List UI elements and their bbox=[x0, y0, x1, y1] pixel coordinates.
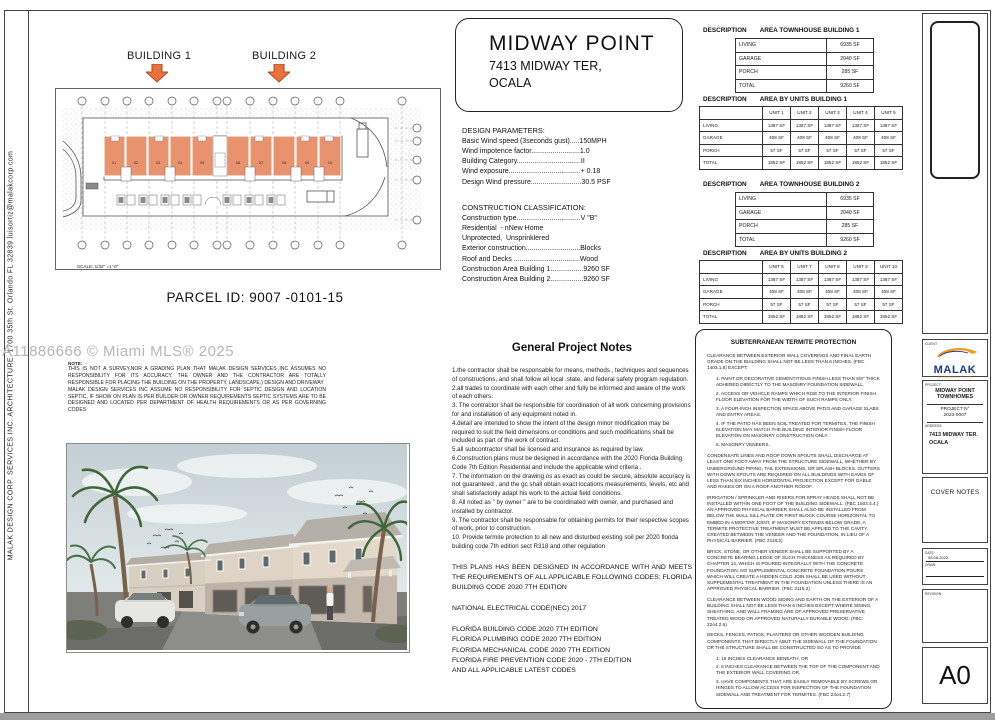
svg-text:07: 07 bbox=[258, 160, 264, 165]
svg-text:03: 03 bbox=[155, 160, 161, 165]
revision-box bbox=[922, 589, 988, 643]
text-line: AND ALL APPLICABLE LATEST CODES bbox=[452, 667, 576, 675]
project-number-label: PROJECT N° bbox=[940, 407, 970, 412]
building1-area-caption bbox=[703, 27, 859, 34]
text-line: 7. The information on the drawing os as exact as could be secure, absolute accuracy is not guaranteed , and the gc shall obtain exact locations measurements, levels, etc and shall satisfactorily adapt his work to the actual field conditions. bbox=[452, 472, 691, 498]
project-info-box bbox=[922, 380, 988, 474]
text-line: Basic Wind speed (3seconds gust).....150MPH bbox=[462, 138, 607, 145]
malak-logo-subtext: CORPORATION bbox=[937, 375, 973, 379]
termite-provide-list bbox=[707, 656, 880, 698]
project-name-line1: MIDWAY POINT bbox=[935, 387, 975, 394]
text-line: 2. ACCESS OR VEHICLE RAMPS WHICH RISE TO THE INTERIOR FINISH FLOOR ELEVATION FOR THE WIDTH OF SUCH RAMPS ONLY. bbox=[716, 391, 876, 403]
table-row: UNIT 1 UNIT 2 UNIT 3 UNIT 4 UNIT 5 bbox=[700, 107, 903, 120]
table-row: PORCH 285 SF bbox=[736, 66, 874, 80]
caption-title: AREA BY UNITS BUILDING 1 bbox=[759, 96, 848, 103]
text-line: IRRIGATION / SPRINKLER AND RISERS FOR SPRAY HEADS SHALL NOT BE INSTALLED WITHIN ONE FOOT OF THE BUILDING SIDEWALL. (FBC 1503.4.4.) AN APPROVED PHYSICAL BARRIER SHALL ALSO BE INSTALLED FROM BELOW THE WALL SILL PLATE OR FIRST BLOCK COURSE HORIZONTAL TO EMBED IN A MORTAR JOINT. IF MASONRY EXTENDS BELOW GRADE, A TERMITE PROTECTIVE TREATMENT MUST BE APPLIED TO THE CAVITY CREATED BETWEEN THE VENEER AND THE FOUNDATION, IN LIEU OF A PHYSICAL BARRIER. (FBC 2118.2) bbox=[707, 494, 879, 544]
building1-area-table bbox=[735, 38, 874, 93]
codes-compliance-paragraph: THIS PLANS HAS BEEN DESIGNED IN ACCORDANCE WITH AND MEETS THE REQUIREMENTS OF ALL APPLICABLE FOLLOWING CODES: FLORIDA BUILDING CODE 2020 7TH EDITION bbox=[452, 563, 692, 592]
text-line: 10. Provide termite protection to all new and disturbed existing soil per 2020 florida building code 7th edition sect R318 and other regulation bbox=[452, 534, 679, 550]
draw-signature-line bbox=[926, 572, 984, 577]
caption-title: AREA TOWNHOUSE BUILDING 2 bbox=[759, 181, 860, 188]
frame-left-outer-border bbox=[4, 10, 5, 713]
text-line: Construction type.................................V "B" bbox=[462, 215, 597, 222]
svg-text:01: 01 bbox=[111, 160, 117, 165]
building1-label: BUILDING 1 bbox=[127, 50, 192, 62]
table-row: GARAGE 2040 SF bbox=[736, 52, 874, 66]
caption-description: DESCRIPTION bbox=[703, 27, 747, 34]
design-parameters-lines bbox=[462, 137, 692, 188]
text-line: FLORIDA BUILDING CODE 2020 7TH EDITION bbox=[452, 626, 598, 634]
sidebar-top-inner-frame bbox=[930, 21, 980, 179]
general-project-notes bbox=[452, 342, 692, 676]
malak-logo-text: MALAK bbox=[933, 363, 977, 376]
table-row: LIVING 1387 SF 1387 SF 1387 SF 1387 SF 1387 SF bbox=[700, 119, 903, 132]
table-row: TOTAL 9260 SF bbox=[736, 233, 874, 247]
malak-eagle-icon bbox=[932, 348, 978, 359]
text-line: FLORIDA MECHANICAL CODE 2020 7TH EDITION bbox=[452, 646, 611, 654]
text-line: MALAK DESIGN SERVICES INC ASSUME NO RESPONSIBILITY FOR SEPTIC DESIGN AND LOCATION SEPTIC, IF SHOW ON PLAN IS PER BUILDER OR OWNER REQUIREMENTS SEPTIC SYSTEMS ARE TO BE DESIGNED AND LOCATED PER DEPARTMENT OF HEALTH REQUIREMENTS OR AS PER GOVERNING CODES bbox=[68, 386, 326, 414]
text-line: 3. A FOUR-INCH INSPECTION SPACE ABOVE PATIO AND GARAGE SLABS AND ENTRY AREAS. bbox=[716, 405, 879, 418]
text-line: 1.the contractor shall be responsable for means, methods , techniques and sequences of constructions, and shall follow all local ,state, and federal safety program regulation. bbox=[452, 367, 689, 383]
table-row: TOTAL 1852 SF 1852 SF 1852 SF 1852 SF 1852 SF bbox=[700, 311, 903, 324]
table-row: GARAGE 2040 SF bbox=[736, 206, 874, 220]
text-line: CLEARANCE BETWEEN WOOD SIDING AND EARTH ON THE EXTERIOR OF A BUILDING SHALL NOT BE LESS THAN 6 INCHES EXCEPT WHERE SIDING, SHEATHING, AND WALL FRAMING ARE OF APPROVED PRESERVATIVE TREATED WOOD OR APPROVED NATURALLY DURABLE WOOD. (FBC 22o4.2.6) bbox=[707, 596, 878, 627]
project-number bbox=[927, 407, 983, 423]
text-line: 8. All noted as " by owner " are to be coordinated with owner, and purchased and installed by contractor. bbox=[452, 498, 674, 515]
sheet-title-box bbox=[922, 477, 988, 543]
construction-classification-heading: CONSTRUCTION CLASSIFICATION: bbox=[462, 203, 586, 212]
townhouse-units bbox=[104, 136, 342, 181]
text-line: 2.all trades to coordinate with each other and fully be informed and aware of the work of each others. bbox=[452, 384, 686, 401]
text-line: Unprotected, Unsprinklered bbox=[462, 235, 550, 243]
units1-area-caption bbox=[703, 96, 847, 103]
project-address-line1: 7413 MIDWAY TER. bbox=[929, 432, 978, 439]
text-line: Construction Area Building 2.................9260 SF bbox=[462, 275, 610, 283]
building2-arrow-icon bbox=[268, 64, 290, 83]
building1-arrow-icon bbox=[146, 64, 168, 83]
text-line: Wind impotence factor.........................1.0 bbox=[462, 148, 590, 156]
table-row: GARAGE 408 SF 408 SF 408 SF 408 SF 408 SF bbox=[700, 286, 903, 299]
project-address-line2: OCALA bbox=[489, 76, 532, 90]
text-line: Residential - nNew Home bbox=[462, 225, 544, 233]
address-label: ADDRESS: bbox=[925, 424, 943, 429]
svg-text:02: 02 bbox=[133, 160, 139, 165]
units2-area-caption bbox=[703, 250, 847, 257]
revision-label: REVISION: bbox=[925, 591, 943, 596]
caption-title: AREA TOWNHOUSE BUILDING 1 bbox=[759, 27, 860, 34]
project-address-line2: OCALA bbox=[929, 439, 949, 446]
text-line: Exterior construction............................Blocks bbox=[462, 245, 601, 253]
text-line: Wind exposure.....................................+ 0.18 bbox=[462, 168, 601, 176]
project-address-line1: 7413 MIDWAY TER, bbox=[489, 59, 602, 73]
termite-paragraphs bbox=[707, 453, 880, 651]
text-line: 9. The contractor shall be responsable for obtaining permits for their respective scopes of work, prior to construction. bbox=[452, 516, 689, 533]
mls-watermark: A11886666 © Miami MLS® 2025 bbox=[2, 343, 235, 360]
text-line: DECKS, FENCES, PATIOS, PLANTERS OR OTHER WOODEN BUILDING COMPONENTS THAT DIRECTLY ABUT THE SIDEWALL OF THE FOUNDATION OR THE STRUCTURE SHALL BE CONSTRUCTED SO AS TO PROVIDE bbox=[707, 632, 877, 650]
caption-title: AREA BY UNITS BUILDING 2 bbox=[759, 250, 848, 257]
frame-left-inner-border bbox=[28, 10, 29, 713]
table-row: PORCH 57 SF 57 SF 57 SF 57 SF 57 SF bbox=[700, 298, 903, 311]
construction-classification-block bbox=[462, 203, 692, 285]
svg-text:08: 08 bbox=[281, 160, 287, 165]
termite-protection-panel bbox=[695, 329, 892, 709]
building2-area-caption bbox=[703, 181, 859, 188]
date-draw-box bbox=[922, 548, 988, 585]
table-row: UNIT 6 UNIT 7 UNIT 8 UNIT 9 UNIT 10 bbox=[700, 261, 903, 274]
table-row: GARAGE 408 SF 408 SF 408 SF 408 SF 408 SF bbox=[700, 132, 903, 145]
text-line: Design Wind pressure..........................30.5 PSF bbox=[462, 178, 611, 186]
table-row: TOTAL 9260 SF bbox=[736, 79, 874, 93]
caption-description: DESCRIPTION bbox=[703, 96, 747, 103]
text-line: 4. IF THE PATIO HAS BEEN SOIL TREATED FOR TERMITES, THE FINISH ELEVATION MAY MATCH THE BUILDING INTERIOR FINISH FLOOR ELEVATION ON MASONRY CONSTRUCTION ONLY. bbox=[716, 420, 875, 439]
sheet-number: A0 bbox=[939, 660, 971, 690]
text-line: BRICK, STONE, OR OTHER VENEER SHALL BE SUPPORTED BY A CONCRETE BEARING LEDGE OF SUCH THICKNESS AS REQUIRED BY CHAPTER 14, WHICH IS POURED INTEGRALLY WITH THE CONCRETE FOUNDATION. NO SUPPLEMENTAL CONCRETE FOUNDATION POURS WHICH WILL CREATE A HIDDEN COLD JOIN SHALL BE USED WITHOUT SUPPLEMENTAL TREATMENT IN THE FOUNDATION UNLESS THERE IS AN APPROVED PHYSICAL BARRIER. (FBC 2115.2) bbox=[707, 548, 873, 592]
termite-exceptions-list bbox=[707, 376, 880, 448]
design-parameters-heading: DESIGN PARAMETERS: bbox=[462, 126, 545, 135]
note-paragraphs bbox=[68, 366, 326, 414]
text-line: 4.detail are intended to show the intent of the design minor modification may be required to suit the field dimensions or conditions and such modifications shall be included as part of the work of contract. bbox=[452, 419, 674, 445]
text-line: THIS IS NOT A SURVEY,NOR A GRADING PLAN THAT MALAK DESIGN SERVICES INC ASSUMES NO RESPONSIBILITY FOR ITS ACCURACY. THE OWNER AND THE CONTRACTOR ARE TOTALLY RESPONSIBLE FOR PLACING THE BUILDING ON THE PROPERTY. LANDSCAPE.) DESIGN AND DRIVEWAY bbox=[68, 366, 326, 386]
table-row: LIVING 6935 SF bbox=[736, 39, 874, 53]
svg-text:04: 04 bbox=[177, 160, 183, 165]
text-line: Roof and Decks ..................................Wood bbox=[462, 255, 599, 263]
note-label: NOTE: bbox=[68, 361, 83, 366]
design-parameters-block bbox=[462, 126, 692, 188]
svg-text:09: 09 bbox=[304, 160, 310, 165]
units1-area-table bbox=[699, 106, 903, 170]
svg-text:05: 05 bbox=[199, 160, 205, 165]
text-line: 2. 6 INCHES CLEARANCE BETWEEN THE TOP OF THE COMPONENT AND THE EXTERIOR WALL COVERING OR, bbox=[716, 664, 880, 676]
project-name bbox=[927, 388, 983, 405]
sheet-title: COVER NOTES bbox=[930, 489, 980, 496]
townhouse-rendering-image bbox=[66, 443, 410, 653]
building2-area-table bbox=[735, 192, 874, 247]
text-line: FLORIDA FIRE PREVENTION CODE 2020 - 7TH EDITION bbox=[452, 656, 632, 664]
text-line: 1. 18 INCHES CLEARANCE BENEATH, OR bbox=[716, 655, 809, 661]
nec-code-line: NATIONAL ELECTRICAL CODE(NEC) 2017 bbox=[452, 605, 587, 613]
text-line: 3. HAVE COMPONENTS THAT ARE EASILY REMOVABLE BY SCREWS OR HINGES TO ALLOW ACCESS FOR INSPECTION OF THE FOUNDATION SIDEWALL AND TREATMENT FOR TERMITES. (FBC 23o4.2.7) bbox=[716, 679, 878, 697]
text-line: Building Category.................................II bbox=[462, 158, 585, 166]
survey-note-block bbox=[68, 361, 326, 414]
text-line: Construction Area Building 1.................9260 SF bbox=[462, 265, 610, 273]
termite-intro: CLEARANCE BETWEEN EXTERIOR WALL COVERINGS AND FINAL EARTH GRADE ON THE BUILDING SHALL NOT BE LESS THAN 6 INCHES. (FBC 1403.1.8) EXCEPT: bbox=[707, 353, 872, 371]
sheet-number-box bbox=[922, 647, 988, 704]
table-row: LIVING 1387 SF 1387 SF 1387 SF 1387 SF 1387 SF bbox=[700, 273, 903, 286]
svg-text:06: 06 bbox=[235, 160, 241, 165]
project-number-value: 2023-0007 bbox=[943, 413, 967, 419]
table-row: PORCH 57 SF 57 SF 57 SF 57 SF 57 SF bbox=[700, 144, 903, 157]
project-name-line2: TOWNHOMES bbox=[936, 394, 974, 401]
caption-description: DESCRIPTION bbox=[703, 250, 747, 257]
scale-note: SCALE: 1/32" =1'-0" bbox=[77, 264, 119, 269]
malak-logo bbox=[923, 346, 987, 379]
draw-label: DRAW: bbox=[925, 563, 937, 567]
frame-top-border bbox=[4, 10, 991, 11]
project-address bbox=[929, 432, 983, 447]
architect-info-vertical-text: MALAK DESIGN CORP. SERVICES INC. ARCHITECTURE. 1700 35th St. Orlando FL 32839 luisortiz@malakcorp.com bbox=[7, 150, 15, 561]
client-box bbox=[922, 339, 988, 377]
text-line: 6.Construction plans must be designed in accordance with the 2020 Florida Building Code 7th Edition Residential and include the applicable wind criteria . bbox=[452, 454, 683, 471]
svg-text:10: 10 bbox=[327, 160, 333, 165]
page-bottom-edge bbox=[0, 713, 995, 720]
applicable-codes-list bbox=[452, 625, 692, 676]
client-label: CLIENT: bbox=[925, 341, 938, 346]
text-line: 5. MASONRY VENEERS. bbox=[716, 441, 770, 447]
parking-row bbox=[117, 195, 285, 205]
text-line: CONDENSATE LINES AND ROOF DOWN SPOUTS SHALL DISCHARGE AT LEAST ONE FOOT AWAY FROM THE STRUCTURE SIDEWALL, WHETHER BY UNDERGROUND PIPING, TAIL EXTENSIONS, OR SPLASH BLOCKS. GUTTERS WITH DOWN SPOUTS ARE REQUIRED ON ALL BUILDINGS WITH EAVES OF LESS THAN SIX INCHES HORIZONTAL PROJECTION EXCEPT FOR GABLE AND RAKES OR ON A ROOF ANOTHER ROOOF. bbox=[707, 453, 880, 490]
vehicle-at-entry bbox=[86, 183, 98, 189]
text-line: FLORIDA PLUMBING CODE 2020 7TH EDITION bbox=[452, 636, 602, 644]
project-title: MIDWAY POINT bbox=[489, 32, 655, 55]
building2-label: BUILDING 2 bbox=[252, 50, 317, 62]
text-line: 5.all subcontractor shall be licensed and insurance as required by law. bbox=[452, 446, 644, 454]
parcel-id: PARCEL ID: 9007 -0101-15 bbox=[166, 290, 344, 305]
table-row: PORCH 285 SF bbox=[736, 220, 874, 234]
text-line: 3. The contractor shall be responsible for coordination of all work concerning provisions for and installation of any equipment noted in. bbox=[452, 402, 691, 418]
caption-description: DESCRIPTION bbox=[703, 181, 747, 188]
project-title-block bbox=[455, 18, 683, 112]
table-row: LIVING 6935 SF bbox=[736, 193, 874, 207]
frame-right-border bbox=[990, 10, 991, 713]
site-plan-drawing bbox=[55, 83, 445, 273]
table-row: TOTAL 1852 SF 1852 SF 1852 SF 1852 SF 1852 SF bbox=[700, 157, 903, 170]
termite-heading: SUBTERRANEAN TERMITE PROTECTION bbox=[730, 339, 857, 346]
text-line: 1. PAINT OR DECORATIVE CEMENTITIOUS FINISH LESS THAN 5/8" THICK ADHERED DIRECTLY TO THE MASONRY FOUNDATION SIDEWALL. bbox=[716, 376, 880, 388]
date-value: 08.08.2023 bbox=[926, 555, 984, 562]
general-notes-heading: General Project Notes bbox=[511, 342, 633, 354]
construction-classification-lines bbox=[462, 214, 692, 285]
general-notes-list bbox=[452, 367, 692, 552]
project-label: PROJECT: bbox=[925, 382, 942, 387]
units2-area-table bbox=[699, 260, 903, 324]
date-label: DATE: bbox=[925, 550, 935, 555]
